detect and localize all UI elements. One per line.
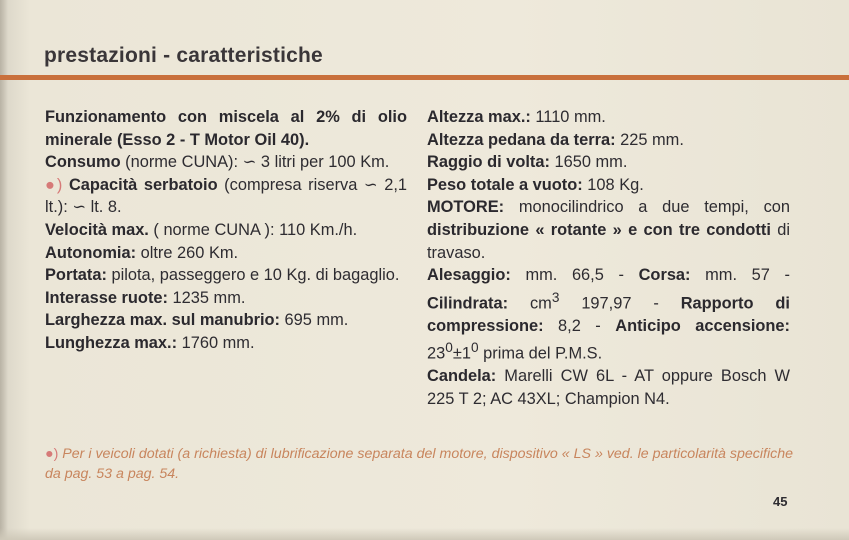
superscript: 3	[551, 289, 560, 305]
spec-lunghezza	[45, 332, 407, 355]
spec-autonomia	[45, 242, 407, 265]
page-number: 45	[773, 494, 788, 509]
spec-value: mm. 66,5 -	[510, 266, 639, 285]
spec-value: monocilindrico a due tempi, con	[504, 198, 790, 217]
left-column	[45, 106, 407, 355]
spec-label: Portata:	[45, 266, 107, 285]
spec-label: Alesaggio:	[427, 266, 511, 285]
spec-label: Peso totale a vuoto:	[427, 175, 583, 194]
superscript: 0	[470, 340, 479, 356]
spec-label: Altezza pedana da terra:	[427, 130, 616, 149]
spec-value: mm. 57 -	[690, 266, 790, 285]
spec-value: 1110 mm.	[530, 108, 606, 126]
spec-altezza	[427, 106, 790, 129]
spec-value: 1650 mm.	[549, 153, 628, 172]
spec-value: ±1	[452, 344, 471, 363]
spec-value: 23	[427, 344, 446, 363]
spec-label: Velocità max.	[45, 220, 149, 239]
spec-label: Lunghezza max.:	[45, 333, 178, 352]
spec-label: Candela:	[427, 367, 497, 386]
spec-capacita	[45, 174, 407, 219]
spec-value: pilota, passeggero e 10 Kg. di bagaglio.	[106, 266, 400, 285]
spec-label: Interasse ruote:	[45, 288, 168, 307]
footnote-text: Per i veicoli dotati (a richiesta) di lubrificazione separata del motore, dispositivo « LS » ved. le particolarità specifiche da pag. 53 a pag. 54.	[45, 446, 794, 482]
spec-consumo	[45, 151, 407, 174]
spec-value: 1760 mm.	[177, 333, 255, 352]
spec-label: Autonomia:	[45, 243, 137, 262]
page-bottom-shadow	[0, 528, 849, 540]
spec-label: Consumo	[45, 153, 121, 172]
spec-value: 1235 mm.	[167, 288, 246, 307]
spec-funzionamento	[45, 106, 407, 151]
spec-raggio	[427, 151, 790, 174]
spec-peso	[427, 174, 790, 197]
page-crease	[0, 0, 8, 540]
page-title: prestazioni - caratteristiche	[44, 44, 323, 67]
spec-value: 197,97 -	[559, 294, 681, 313]
spec-value: 8,2 -	[543, 316, 616, 335]
spec-value: di travaso.	[427, 220, 790, 262]
spec-label: Cilindrata:	[427, 294, 509, 313]
spec-velocita	[45, 219, 407, 242]
spec-value: Marelli CW 6L - AT oppure Bosch W 225 T 2; AC 43XL; Champion N4.	[427, 367, 790, 409]
spec-value: ( norme CUNA ): 110 Km./h.	[148, 220, 358, 239]
spec-label: Funzionamento con miscela al 2% di olio minerale (Esso 2 - T Motor Oil 40).	[45, 108, 407, 149]
spec-engine-details	[427, 264, 790, 365]
spec-label: distribuzione « rotante » e con tre condotti	[427, 220, 771, 239]
spec-value: 695 mm.	[279, 311, 349, 330]
spec-value: (compresa riserva ∽ 2,1 lt.): ∽ lt. 8.	[45, 175, 407, 217]
spec-label: Raggio di volta:	[427, 153, 550, 172]
spec-interasse	[45, 287, 407, 310]
spec-value: 225 mm.	[615, 130, 684, 149]
spec-value: 108 Kg.	[582, 175, 644, 194]
spec-label: Anticipo accensione:	[615, 316, 790, 335]
spec-larghezza	[45, 309, 407, 332]
spec-label: Larghezza max. sul manubrio:	[45, 311, 280, 330]
spec-label: Rapporto di compressione:	[427, 294, 790, 335]
spec-label: MOTORE:	[427, 198, 505, 217]
spec-portata	[45, 264, 407, 287]
spec-label: Altezza max.:	[427, 108, 531, 126]
spec-value: oltre 260 Km.	[136, 243, 239, 262]
spec-label: Capacità serbatoio	[62, 175, 218, 194]
footnote-marker: ●)	[45, 175, 63, 194]
footnote-marker: ●)	[45, 446, 59, 462]
spec-candela	[427, 365, 790, 410]
spec-altezza-pedana	[427, 129, 790, 152]
spec-label: Corsa:	[638, 266, 691, 285]
spec-value: prima del P.M.S.	[478, 344, 603, 363]
title-rule	[0, 75, 849, 80]
spec-value: cm	[508, 294, 552, 313]
footnote	[45, 444, 793, 484]
spec-motore	[427, 196, 790, 264]
superscript: 0	[445, 340, 453, 356]
spec-value: (norme CUNA): ∽ 3 litri per 100 Km.	[120, 153, 390, 172]
right-column	[427, 106, 790, 411]
